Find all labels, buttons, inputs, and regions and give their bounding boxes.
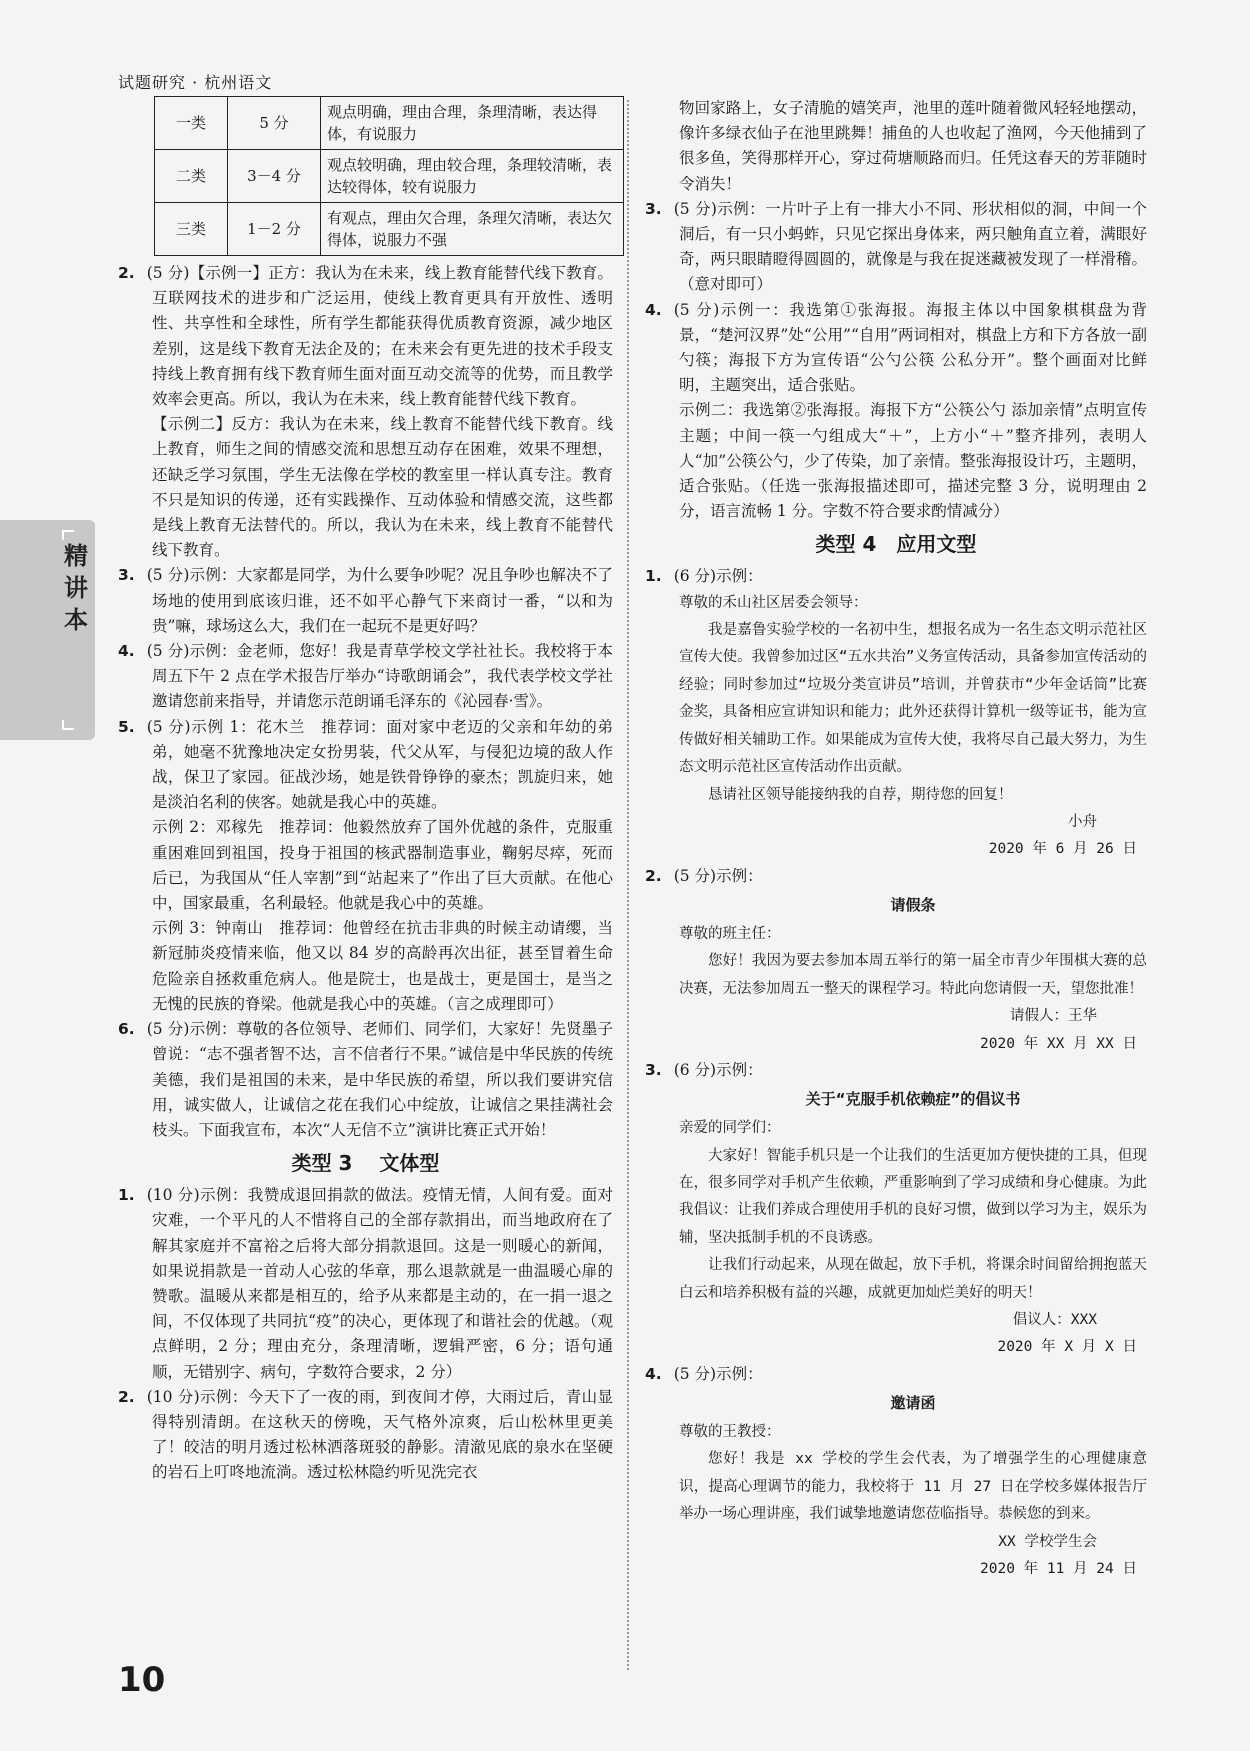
type3-answer-2 <box>118 1385 613 1486</box>
answer-4-example-2: 示例二：我选第②张海报。海报下方“公筷公勺 添加亲情”点明宣传主题；中间一筷一勺组成大“＋”，上方小“＋”整齐排列，表明人人“加”公筷公勺，少了传染，加了亲情。整张海报设计巧，主题明，适合张贴。（任选一张海报描述即可，描述完整 3 分，说明理由 2 分，语言流畅 1 分。字数不符合要求酌情减分） <box>679 401 1147 521</box>
type4-answer-1 <box>645 564 1147 589</box>
letter-title: 请假条 <box>890 895 936 914</box>
letter-title: 邀请函 <box>890 1394 936 1413</box>
answer-4 <box>645 298 1147 399</box>
score-table <box>154 96 624 256</box>
question-number: 3. <box>118 566 135 585</box>
answer-3 <box>118 563 613 639</box>
type4-answer-4 <box>645 1362 1147 1387</box>
grade-cell: 三类 <box>155 203 228 256</box>
question-number: 4. <box>645 1364 662 1383</box>
letter-title: 关于“克服手机依赖症”的倡议书 <box>805 1090 1021 1109</box>
letter-body: 您好！我是 xx 学校的学生会代表，为了增强学生的心理健康意识，提高心理调节的能力，我校将于 11 月 27 日在学校多媒体报告厅举办一场心理讲座，我们诚挚地邀请您莅临指导。恭候您的到来。 <box>679 1451 1147 1523</box>
running-header: 试题研究 · 杭州语文 <box>118 73 273 92</box>
answer-5 <box>118 715 613 816</box>
bracket-bottom-icon <box>62 720 74 730</box>
question-number: 3. <box>645 1060 662 1079</box>
answer-5-example-3: 示例 3：钟南山 推荐词：他曾经在抗击非典的时候主动请缨，当新冠肺炎疫情来临，他又以 84 岁的高龄再次出征，甚至冒着生命危险亲自拯救重危病人。他是院士，也是战士，更是国士，是当之无愧的民族的脊梁。他就是我心中的英雄。（言之成理即可） <box>152 919 613 1013</box>
grade-cell: 二类 <box>155 150 228 203</box>
question-number: 3. <box>645 199 662 218</box>
bracket-top-icon <box>62 530 74 540</box>
letter-date: 2020 年 6 月 26 日 <box>988 841 1137 858</box>
section-title-type-4: 类型 4 应用文型 <box>815 532 977 557</box>
question-number: 4. <box>645 300 662 319</box>
score-cell: 1－2 分 <box>228 203 321 256</box>
answer-text: (10 分)示例：今天下了一夜的雨，到夜间才停，大雨过后，青山显得特别清朗。在这秋天的傍晚，天气格外凉爽，后山松林里更美了！皎洁的明月透过松林洒落斑驳的静影。清澈见底的泉水在坚硬的岩石上叮咚地流淌。透过松林隐约听见洗完衣 <box>146 1387 613 1482</box>
answer-head: (6 分)示例： <box>673 567 763 586</box>
right-column <box>645 96 1147 1583</box>
side-tab <box>0 520 95 740</box>
table-row <box>155 97 624 150</box>
desc-cell: 有观点，理由欠合理，条理欠清晰，表达欠得体，说服力不强 <box>321 203 624 256</box>
question-number: 6. <box>118 1020 135 1039</box>
answer-text: (5 分)示例 1：花木兰 推荐词：面对家中老迈的父亲和年幼的弟弟，她毫不犹豫地决定女扮男装，代父从军，与侵犯边境的敌人作战，保卫了家园。征战沙场，她是铁骨铮铮的豪杰；凯旋归来，她是淡泊名利的侠客。她就是我心中的英雄。 <box>146 717 613 812</box>
letter-body: 您好！我因为要去参加本周五举行的第一届全市青少年围棋大赛的总决赛，无法参加周五一整天的课程学习。特此向您请假一天，望您批准！ <box>679 953 1147 997</box>
letter-signature: XX 学校学生会 <box>998 1533 1097 1550</box>
letter-greeting: 亲爱的同学们： <box>679 1120 781 1137</box>
table-row <box>155 203 624 256</box>
type3-answer-1 <box>118 1183 613 1385</box>
letter-body: 我是嘉鲁实验学校的一名初中生，想报名成为一名生态文明示范社区宣传大使。我曾参加过区“五水共治”义务宣传活动，具备参加宣传活动的经验；同时参加过“垃圾分类宣讲员”培训，并曾获市“少年金话筒”比赛金奖，具备相应宣讲知识和能力；此外还获得计算机一级等证书，能为宣传做好相关辅助工作。如果能成为宣传大使，我将尽自己最大努力，为生态文明示范社区宣传活动作出贡献。 <box>679 622 1147 776</box>
left-column <box>118 96 613 1486</box>
letter-date: 2020 年 X 月 X 日 <box>997 1339 1137 1356</box>
section-title-type-3: 类型 3 文体型 <box>291 1151 440 1176</box>
answer-head: (5 分)示例： <box>673 1364 763 1383</box>
type4-answer-2 <box>645 864 1147 889</box>
column-divider <box>627 100 629 1670</box>
letter-closing: 恳请社区领导能接纳我的自荐，期待您的回复！ <box>708 786 1013 803</box>
side-tab-label: 精讲本 <box>64 542 88 634</box>
grade-cell: 一类 <box>155 97 228 150</box>
answer-4 <box>118 639 613 715</box>
type4-answer-3 <box>645 1058 1147 1083</box>
answer-6 <box>118 1017 613 1143</box>
question-number: 1. <box>645 567 662 586</box>
desc-cell: 观点明确，理由合理，条理清晰，表达得体，有说服力 <box>321 97 624 150</box>
desc-cell: 观点较明确，理由较合理，条理较清晰，表达较得体，较有说服力 <box>321 150 624 203</box>
question-number: 5. <box>118 717 135 736</box>
answer-text: (5 分)示例：一片叶子上有一排大小不同、形状相似的洞，中间一个洞后，有一只小蚂蚱，只见它探出身体来，两只触角直立着，满眼好奇，两只眼睛瞪得圆圆的，就像是与我在捉迷藏被发现了一样滑稽。（意对即可） <box>673 199 1147 294</box>
answer-head: (5 分)示例： <box>673 866 763 885</box>
answer-text: (5 分)【示例一】正方：我认为在未来，线上教育能替代线下教育。互联网技术的进步和广泛运用，使线上教育更具有开放性、透明性、共享性和全球性，所有学生都能获得优质教育资源，减少地区差别，这是线下教育无法企及的；在未来会有更先进的技术手段支持线上教育拥有线下教育师生面对面互动交流等的优势，而且教学效率会更高。所以，我认为在未来，线上教育能替代线下教育。 <box>146 264 613 409</box>
answer-2 <box>118 261 613 412</box>
letter-greeting: 尊敬的班主任： <box>679 925 781 942</box>
question-number: 1. <box>118 1186 135 1205</box>
self-recommendation-letter <box>645 590 1147 864</box>
invitation-letter <box>645 1387 1147 1583</box>
question-number: 2. <box>118 264 135 282</box>
letter-date: 2020 年 11 月 24 日 <box>980 1561 1137 1578</box>
letter-signature: 小舟 <box>1068 813 1097 830</box>
leave-note <box>645 889 1147 1058</box>
answer-text: (5 分)示例：金老师，您好！我是青草学校文学社社长。我校将于本周五下午 2 点在学术报告厅举办“诗歌朗诵会”，我代表学校文学社邀请您前来指导，并请您示范朗诵毛泽东的《沁园春·雪》。 <box>146 642 613 711</box>
score-cell: 3－4 分 <box>228 150 321 203</box>
answer-head: (6 分)示例： <box>673 1060 763 1079</box>
answer-3 <box>645 197 1147 298</box>
answer-2-example-2: 【示例二】反方：我认为在未来，线上教育不能替代线下教育。线上教育，师生之间的情感交流和思想互动存在困难，效果不理想，还缺乏学习氛围，学生无法像在学校的教室里一样认真专注。教育不只是知识的传递，还有实践操作、互动体验和情感交流，这些都是线上教育无法替代的。所以，我认为在未来，线上教育不能替代线下教育。 <box>152 415 613 560</box>
page-number: 10 <box>118 1660 166 1700</box>
letter-greeting: 尊敬的禾山社区居委会领导： <box>679 594 868 611</box>
letter-date: 2020 年 XX 月 XX 日 <box>980 1035 1137 1052</box>
letter-body: 大家好！智能手机只是一个让我们的生活更加方便快捷的工具，但现在，很多同学对手机产生依赖，严重影响到了学习成绩和身心健康。为此我倡议：让我们养成合理使用手机的良好习惯，做到以学习为主，娱乐为辅，坚决抵制手机的不良诱惑。 <box>679 1147 1147 1246</box>
proposal-letter <box>645 1083 1147 1362</box>
question-number: 2. <box>118 1387 135 1406</box>
score-cell: 5 分 <box>228 97 321 150</box>
answer-text: (10 分)示例：我赞成退回捐款的做法。疫情无情，人间有爱。面对灾难，一个平凡的人不惜将自己的全部存款捐出，而当地政府在了解其家庭并不富裕之后将大部分捐款退回。这是一则暖心的新闻，如果说捐款是一首动人心弦的华章，那么退款就是一曲温暖心扉的赞歌。温暖从来都是相互的，给予从来都是主动的，在一捐一退之间，不仅体现了共同抗“疫”的决心，更体现了和谐社会的优越。（观点鲜明，2 分；理由充分，条理清晰，逻辑严密，6 分；语句通顺，无错别字、病句，字数符合要求，2 分） <box>146 1186 613 1381</box>
answer-5-example-2: 示例 2：邓稼先 推荐词：他毅然放弃了国外优越的条件，克服重重困难回到祖国，投身于祖国的核武器制造事业，鞠躬尽瘁，死而后已，为我国从“任人宰割”到“站起来了”作出了巨大贡献。在他心中，国家最重，名利最轻。他就是我心中的英雄。 <box>152 818 613 913</box>
answer-text: (5 分)示例：大家都是同学，为什么要争吵呢？况且争吵也解决不了场地的使用到底该归谁，还不如平心静气下来商讨一番，“以和为贵”嘛，球场这么大，我们在一起玩不是更好吗？ <box>146 566 613 635</box>
letter-signature: 倡议人：XXX <box>1012 1312 1097 1328</box>
question-number: 2. <box>645 866 662 885</box>
answer-text: (5 分)示例：尊敬的各位领导、老师们、同学们，大家好！先贤墨子曾说：“志不强者智不达，言不信者行不果。”诚信是中华民族的传统美德，我们是祖国的未来，是中华民族的希望，所以我们要讲究信用，诚实做人，让诚信之花在我们心中绽放，让诚信之果挂满社会枝头。下面我宣布，本次“人无信不立”演讲比赛正式开始！ <box>146 1020 613 1139</box>
letter-body: 让我们行动起来，从现在做起，放下手机，将课余时间留给拥抱蓝天白云和培养积极有益的兴趣，成就更加灿烂美好的明天！ <box>679 1257 1147 1301</box>
answer-text: (5 分)示例一：我选第①张海报。海报主体以中国象棋棋盘为背景，“楚河汉界”处“公用”“自用”两词相对，棋盘上方和下方各放一副勺筷；海报下方为宣传语“公勺公筷 公私分开”。整个画面对比鲜明，主题突出，适合张贴。 <box>673 300 1147 395</box>
letter-greeting: 尊敬的王教授： <box>679 1424 781 1441</box>
question-number: 4. <box>118 642 135 661</box>
letter-signature: 请假人：王华 <box>1010 1008 1097 1025</box>
answer-continuation: 物回家路上，女子清脆的嬉笑声，池里的莲叶随着微风轻轻地摆动，像许多绿衣仙子在池里跳舞！捕鱼的人也收起了渔网，今天他捕到了很多鱼，笑得那样开心，穿过荷塘顺路而归。任凭这春天的芳菲随时令消失！ <box>679 99 1147 193</box>
table-row <box>155 150 624 203</box>
